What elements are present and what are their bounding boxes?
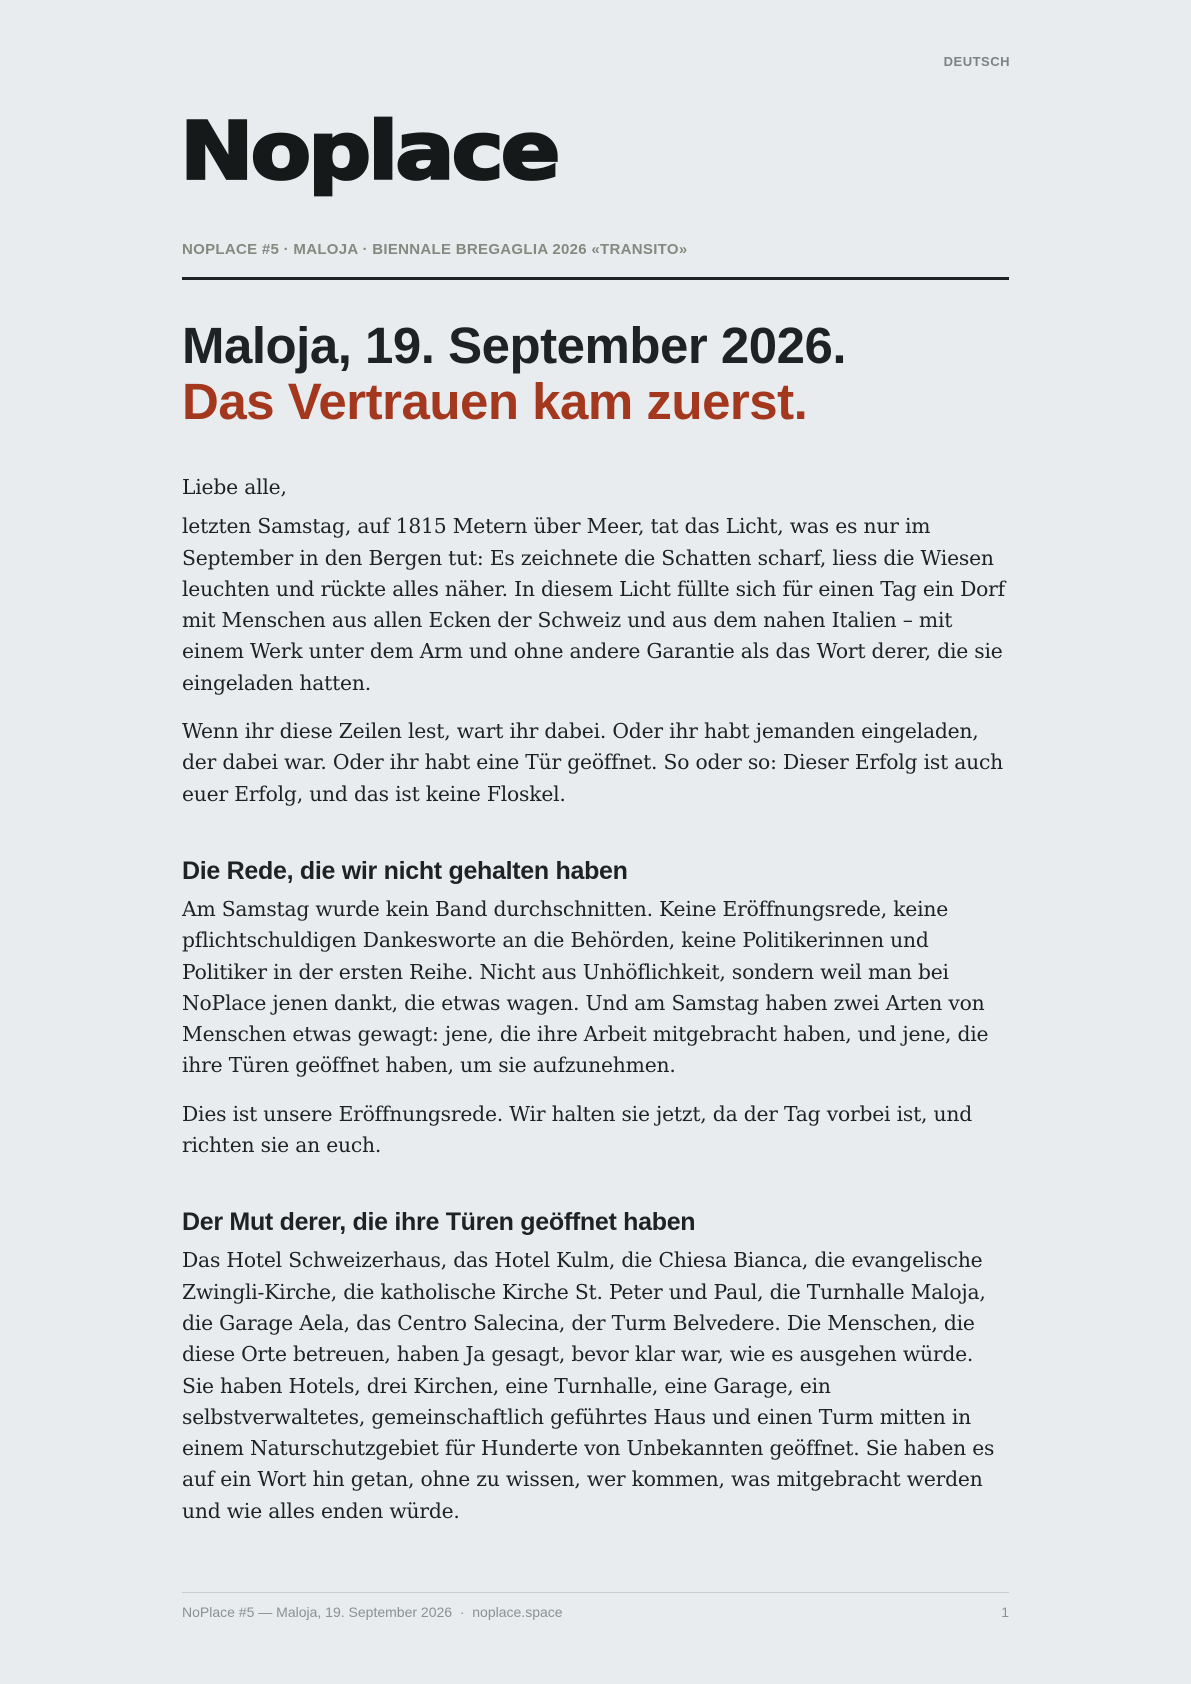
greeting: Liebe alle, <box>182 475 287 499</box>
section-heading-courage: Der Mut derer, die ihre Türen geöffnet haben <box>182 1208 696 1237</box>
header-divider <box>182 277 1009 280</box>
page-footer <box>182 1604 1009 1620</box>
title-date-line: Maloja, 19. September 2026. <box>182 317 846 374</box>
page-title <box>182 318 846 430</box>
intro-paragraph-1: letzten Samstag, auf 1815 Metern über Meer, tat das Licht, was es nur im September in den Bergen tut: Es zeichnete die Schatten scharf, liess die Wiesen leuchten und rückte alles näher. In diesem Licht füllte sich für einen Tag ein Dorf mit Menschen aus allen Ecken der Schweiz und aus dem nahen Italien – mit einem Werk unter dem Arm und ohne andere Garantie als das Wort derer, die sie eingeladen hatten. <box>182 514 1005 695</box>
language-switch[interactable]: DEUTSCH <box>943 54 1010 69</box>
section-1-paragraph-1: Am Samstag wurde kein Band durchschnitten. Keine Eröffnungsrede, keine pflichtschuldigen Dankesworte an die Behörden, keine Politikerinnen und Politiker in der ersten Reihe. Nicht aus Unhöflichkeit, sondern weil man bei NoPlace jenen dankt, die etwas wagen. Und am Samstag haben zwei Arten von Menschen etwas gewagt: jene, die ihre Arbeit mitgebracht haben, und jene, die ihre Türen geöffnet haben, um sie aufzunehmen. <box>182 896 989 1078</box>
title-tagline: Das Vertrauen kam zuerst. <box>182 373 808 430</box>
footer-divider <box>182 1592 1009 1593</box>
intro-paragraph-2: Wenn ihr diese Zeilen lest, wart ihr dabei. Oder ihr habt jemanden eingeladen, der dabei war. Oder ihr habt eine Tür geöffnet. So oder so: Dieser Erfolg ist auch euer Erfolg, und das ist keine Floskel. <box>182 719 1004 806</box>
section-1-paragraph-2: Dies ist unsere Eröffnungsrede. Wir halten sie jetzt, da der Tag vorbei ist, und richten sie an euch. <box>182 1101 973 1158</box>
page-number: 1 <box>1001 1604 1009 1620</box>
section-2-paragraph-1: Das Hotel Schweizerhaus, das Hotel Kulm, die Chiesa Bianca, die evangelische Zwingli-Kirche, die katholische Kirche St. Peter und Paul, die Turnhalle Maloja, die Garage Aela, das Centro Salecina, der Turm Belvedere. Die Menschen, die diese Orte betreuen, haben Ja gesagt, bevor klar war, wie es ausgehen würde. Sie haben Hotels, drei Kirchen, eine Turnhalle, eine Garage, ein selbstverwaltetes, gemeinschaftlich geführtes Haus und einen Turm mitten in einem Naturschutzgebiet für Hunderte von Unbekannten geöffnet. Sie haben es auf ein Wort hin getan, ohne zu wissen, wer kommen, was mitgebracht werden und wie alles enden würde. <box>182 1248 995 1523</box>
issue-kicker: NOPLACE #5 · MALOJA · BIENNALE BREGAGLIA 2026 «TRANSITO» <box>182 241 688 258</box>
footer-source: NoPlace #5 — Maloja, 19. September 2026 · noplace.space <box>182 1604 563 1620</box>
section-heading-speech: Die Rede, die wir nicht gehalten haben <box>182 856 628 885</box>
noplace-logo: Noplace <box>180 104 558 198</box>
letter-body <box>182 472 1009 1544</box>
